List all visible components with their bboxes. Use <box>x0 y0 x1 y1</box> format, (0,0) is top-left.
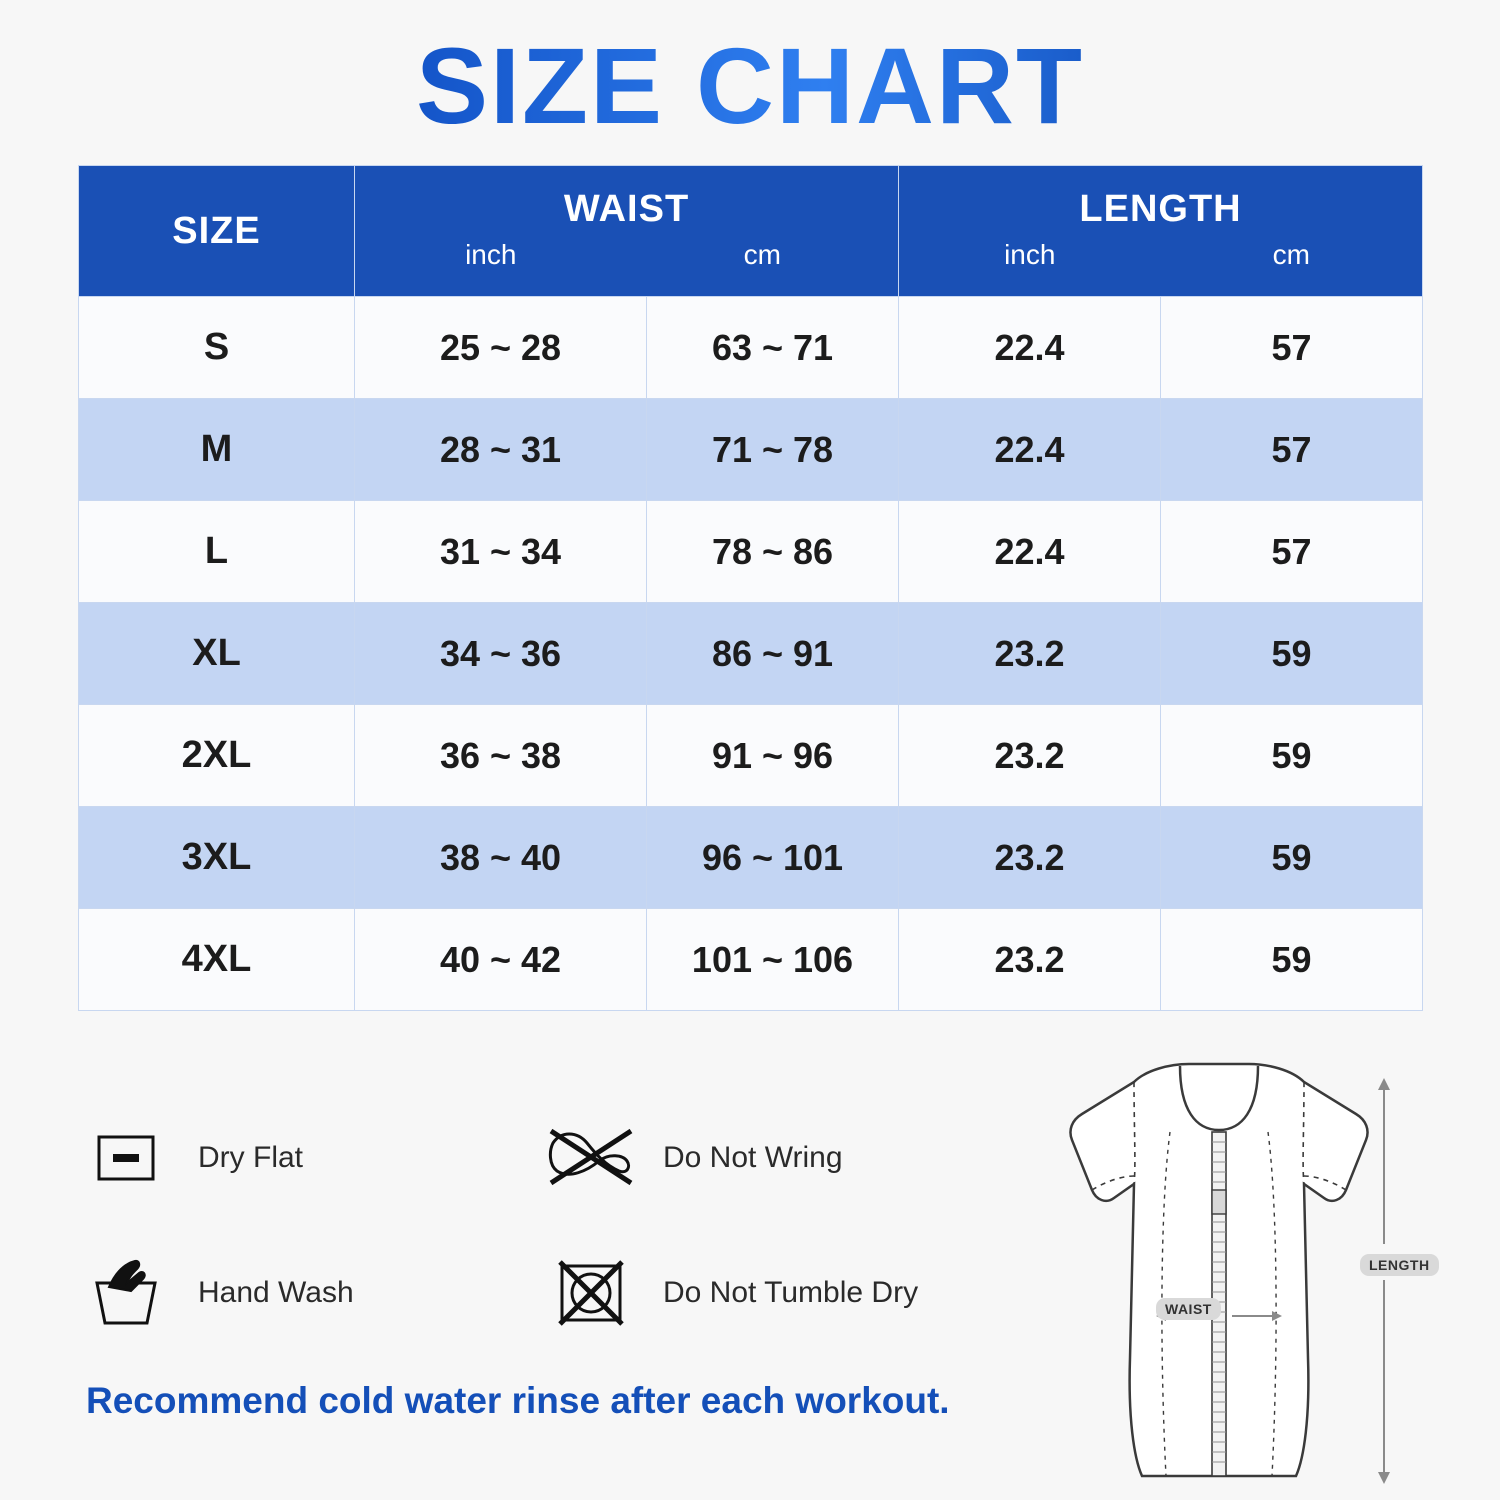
cell-size: M <box>79 399 355 501</box>
cell-waist-cm: 71 ~ 78 <box>647 399 899 501</box>
table-row <box>79 705 1423 807</box>
cell-length-inch: 23.2 <box>899 705 1161 807</box>
care-label: Hand Wash <box>198 1275 354 1309</box>
cell-length-cm: 59 <box>1161 705 1423 807</box>
care-item-hand-wash <box>78 1257 543 1329</box>
cell-waist-inch: 25 ~ 28 <box>355 297 647 399</box>
size-chart-table <box>78 165 1423 1011</box>
care-item-do-not-tumble-dry <box>543 1256 1008 1330</box>
cell-length-cm: 59 <box>1161 909 1423 1011</box>
cell-length-cm: 59 <box>1161 603 1423 705</box>
waist-measure-tag: WAIST <box>1156 1298 1221 1320</box>
length-unit-cm: cm <box>1272 239 1310 270</box>
length-measure-tag: LENGTH <box>1360 1254 1439 1276</box>
size-chart-table-container <box>78 165 1422 1011</box>
care-row-2 <box>78 1225 1008 1360</box>
cell-waist-cm: 96 ~ 101 <box>647 807 899 909</box>
cell-waist-inch: 36 ~ 38 <box>355 705 647 807</box>
table-row <box>79 603 1423 705</box>
column-header-waist <box>355 166 899 297</box>
cell-size: 2XL <box>79 705 355 807</box>
cell-size: L <box>79 501 355 603</box>
cell-waist-inch: 28 ~ 31 <box>355 399 647 501</box>
care-label: Do Not Tumble Dry <box>663 1275 919 1309</box>
cell-length-inch: 23.2 <box>899 807 1161 909</box>
cell-waist-cm: 63 ~ 71 <box>647 297 899 399</box>
cell-length-inch: 22.4 <box>899 399 1161 501</box>
cell-size: 3XL <box>79 807 355 909</box>
table-row <box>79 909 1423 1011</box>
garment-diagram <box>984 1058 1454 1488</box>
table-row <box>79 501 1423 603</box>
table-row <box>79 399 1423 501</box>
care-item-do-not-wring <box>543 1123 1008 1193</box>
table-row <box>79 807 1423 909</box>
cell-waist-cm: 78 ~ 86 <box>647 501 899 603</box>
cell-size: S <box>79 297 355 399</box>
cell-waist-inch: 31 ~ 34 <box>355 501 647 603</box>
cell-length-inch: 22.4 <box>899 297 1161 399</box>
column-header-size: SIZE <box>79 166 355 297</box>
cell-waist-cm: 86 ~ 91 <box>647 603 899 705</box>
cell-length-cm: 57 <box>1161 297 1423 399</box>
cell-waist-cm: 91 ~ 96 <box>647 705 899 807</box>
cell-size: 4XL <box>79 909 355 1011</box>
table-body <box>79 297 1423 1011</box>
column-header-length <box>899 166 1423 297</box>
recommendation-text: Recommend cold water rinse after each workout. <box>86 1380 950 1421</box>
cell-length-cm: 59 <box>1161 807 1423 909</box>
cell-length-inch: 23.2 <box>899 909 1161 1011</box>
cell-length-cm: 57 <box>1161 501 1423 603</box>
care-row-1 <box>78 1090 1008 1225</box>
hand-wash-icon <box>78 1257 174 1329</box>
waist-unit-inch: inch <box>465 239 517 270</box>
length-unit-inch: inch <box>1004 239 1056 270</box>
do-not-tumble-dry-icon <box>543 1256 639 1330</box>
care-label: Dry Flat <box>198 1140 303 1174</box>
do-not-wring-icon <box>543 1123 639 1193</box>
care-item-dry-flat <box>78 1125 543 1191</box>
care-instructions <box>78 1090 1008 1360</box>
waist-unit-cm: cm <box>743 239 781 270</box>
dry-flat-icon <box>78 1125 174 1191</box>
table-head <box>79 166 1423 297</box>
cell-waist-cm: 101 ~ 106 <box>647 909 899 1011</box>
table-row <box>79 297 1423 399</box>
length-title: LENGTH <box>1079 188 1242 230</box>
cell-waist-inch: 40 ~ 42 <box>355 909 647 1011</box>
cell-length-cm: 57 <box>1161 399 1423 501</box>
cell-size: XL <box>79 603 355 705</box>
cell-length-inch: 23.2 <box>899 603 1161 705</box>
cell-length-inch: 22.4 <box>899 501 1161 603</box>
waist-title: WAIST <box>563 188 690 230</box>
page-title: SIZE CHART <box>0 0 1500 153</box>
cell-waist-inch: 38 ~ 40 <box>355 807 647 909</box>
care-label: Do Not Wring <box>663 1140 843 1174</box>
cell-waist-inch: 34 ~ 36 <box>355 603 647 705</box>
